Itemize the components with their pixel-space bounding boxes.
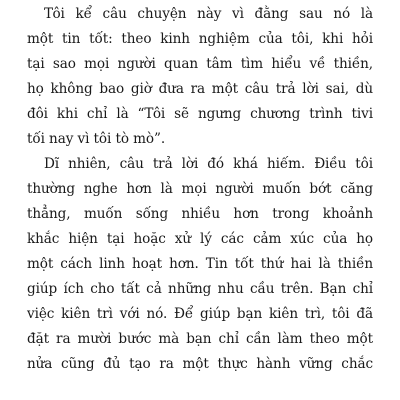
text-line: Dĩ nhiên, câu trả lời đó khá hiếm. Điều tôi [44, 156, 373, 172]
text-line: họ không bao giờ đưa ra một câu trả lời sai, dù [27, 81, 373, 97]
text-line: một cách linh hoạt hơn. Tin tốt thứ hai là thiền [27, 256, 373, 272]
text-line: khắc hiện tại hoặc xử lý các cảm xúc của họ [27, 231, 373, 247]
text-line: giúp ích cho tất cả những nhu cầu trên. Bạn chỉ [27, 281, 373, 297]
text-line: việc kiên trì với nó. Để giúp bạn kiên trì, tôi đã [27, 306, 373, 322]
text-line: nửa cũng đủ tạo ra một thực hành vững chắc [27, 356, 373, 372]
text-line: một tin tốt: theo kinh nghiệm của tôi, khi hỏi [27, 31, 373, 47]
text-line: tại sao mọi người quan tâm tìm hiểu về thiền, [27, 56, 373, 72]
text-line: đặt ra mười bước mà bạn chỉ cần làm theo một [27, 331, 373, 347]
text-line: tối nay vì tôi tò mò”. [27, 131, 166, 147]
text-line: đôi khi chỉ là “Tôi sẽ ngưng chương trình tivi [27, 106, 373, 122]
text-line: thẳng, muốn sống nhiều hơn trong khoảnh [27, 206, 373, 222]
text-line: Tôi kể câu chuyện này vì đằng sau nó là [44, 6, 373, 22]
text-line: thường nghe hơn là mọi người muốn bớt căng [27, 181, 373, 197]
